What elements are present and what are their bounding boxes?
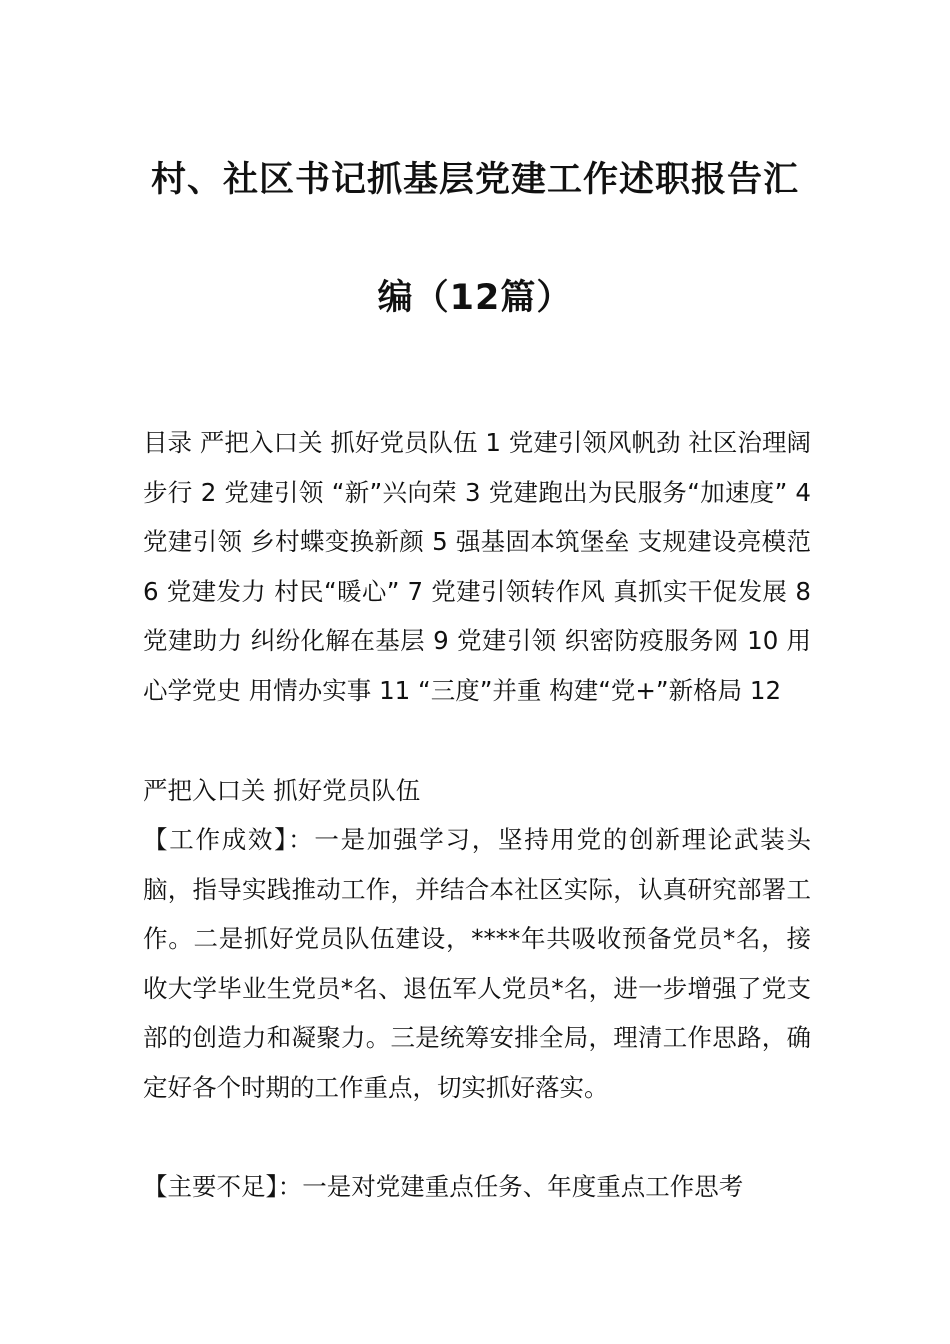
table-of-contents: 目录 严把入口关 抓好党员队伍 1 党建引领风帆劲 社区治理阔步行 2 党建引领 “新”兴向荣 3 党建跑出为民服务“加速度” 4 党建引领 乡村蝶变换新颜 5 强基固本筑堡垒 支规建设亮模范 6 党建发力 村民“暖心” 7 党建引领转作风 真抓实干促发展 8 党建助力 纠纷化解在基层 9 党建引领 织密防疫服务网 10 用心学党史 用情办实事 11 “三度”并重 构建“党+”新格局 12 [143,428,811,705]
document-title-line-1: 村、社区书记抓基层党建工作述职报告汇 [150,160,799,200]
paragraph-shortcomings: 【主要不足】：一是对党建重点任务、年度重点工作思考 [143,1172,744,1201]
paragraph-achievements: 【工作成效】：一是加强学习，坚持用党的创新理论武装头脑，指导实践推动工作，并结合本社区实际，认真研究部署工作。二是抓好党员队伍建设，****年共吸收预备党员*名，接收大学毕业生党员*名、退伍军人党员*名，进一步增强了党支部的创造力和凝聚力。三是统筹安排全局，理清工作思路，确定好各个时期的工作重点，切实抓好落实。 [143,825,811,1102]
section-heading: 严把入口关 抓好党员队伍 [143,776,421,805]
document-title-line-2: 编（12篇） [377,278,573,318]
